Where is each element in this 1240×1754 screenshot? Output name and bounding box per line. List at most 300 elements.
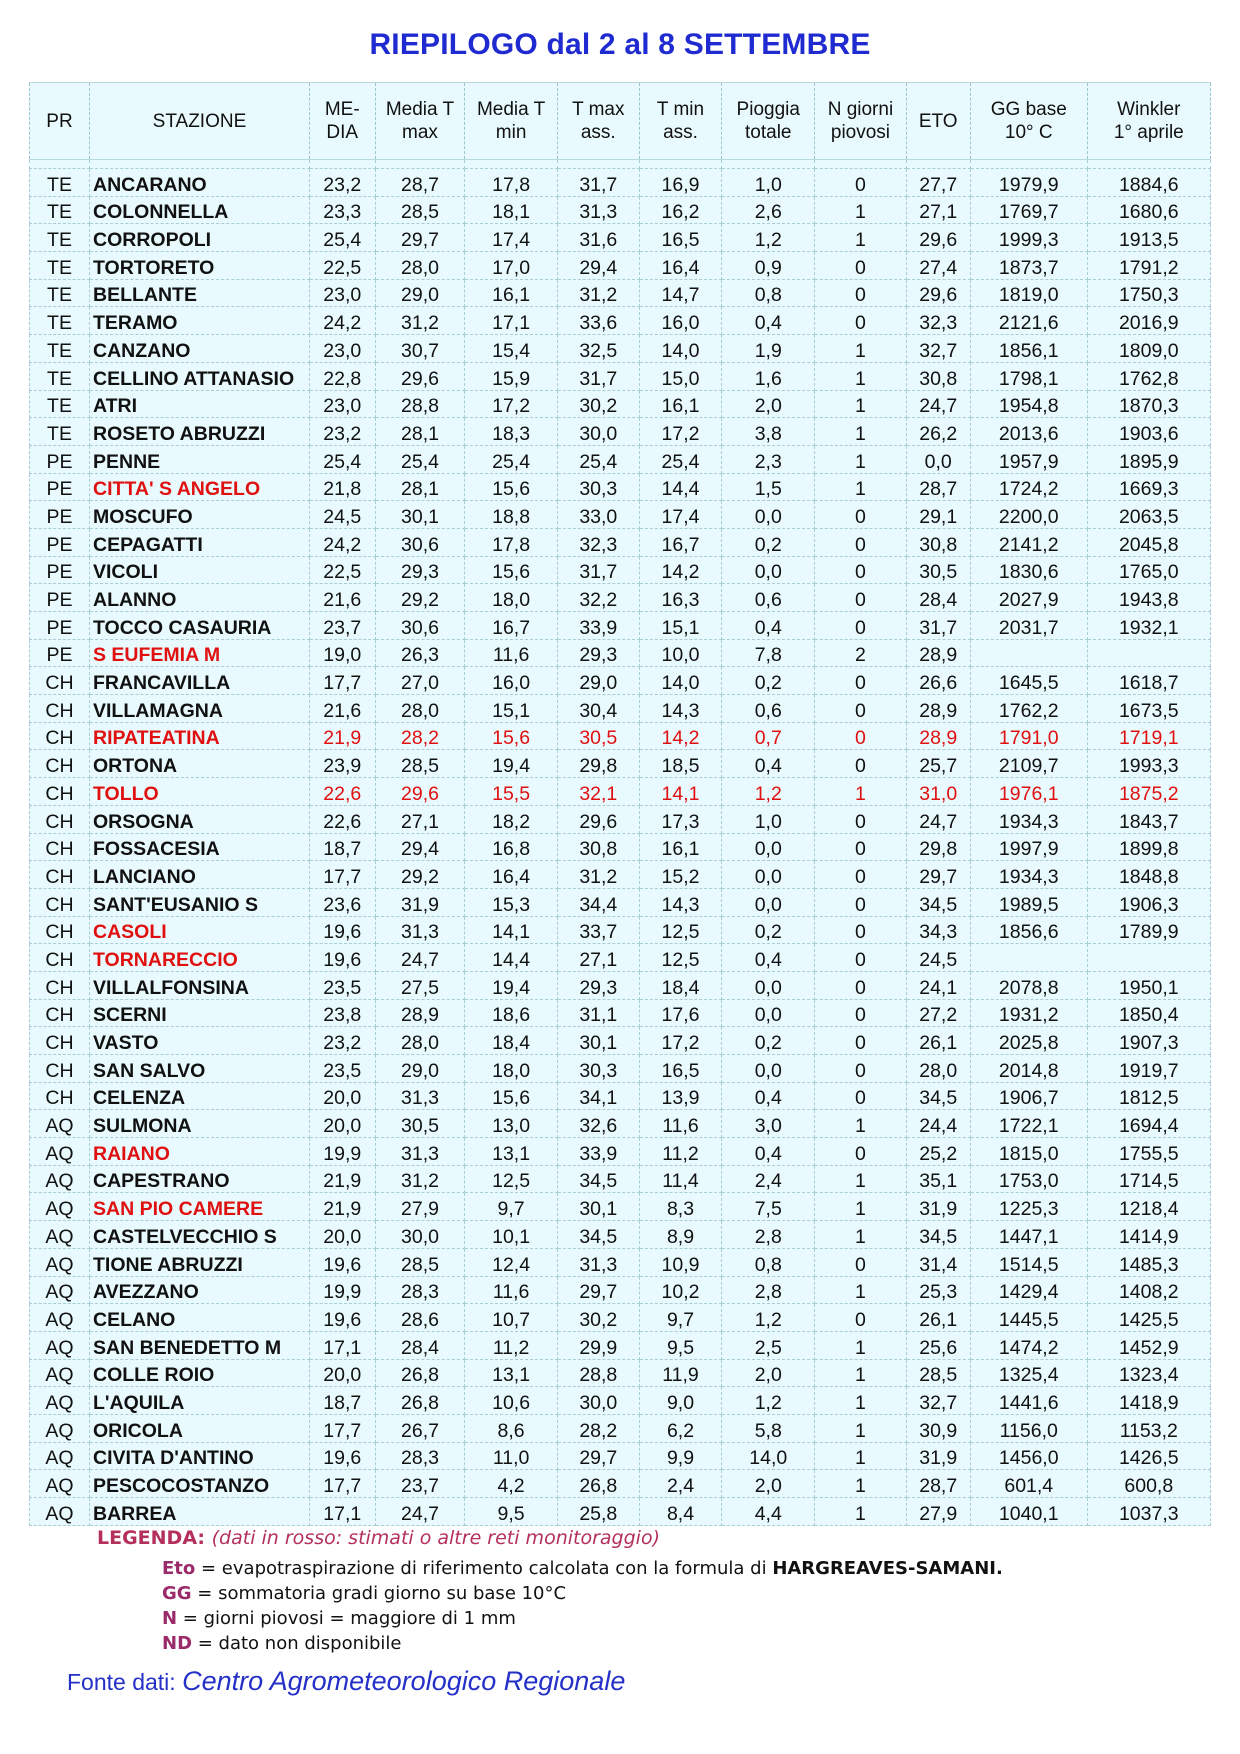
- table-row: [30, 390, 1211, 418]
- value-cell: 0,2: [722, 528, 815, 556]
- table-row: [30, 307, 1211, 335]
- value-cell: 1: [815, 1165, 906, 1193]
- value-cell: 15,5: [465, 778, 557, 806]
- legend-text: = dato non disponibile: [192, 1633, 402, 1654]
- value-cell: 19,4: [465, 750, 557, 778]
- value-cell: 15,6: [465, 722, 557, 750]
- value-cell: 1: [815, 196, 906, 224]
- value-cell: 21,9: [309, 1193, 375, 1221]
- value-cell: 1762,2: [970, 695, 1087, 723]
- station-cell: BARREA: [89, 1498, 309, 1526]
- value-cell: 1791,2: [1087, 252, 1210, 280]
- value-cell: 1: [815, 1110, 906, 1138]
- value-cell: 28,0: [375, 252, 465, 280]
- value-cell: 14,2: [639, 722, 721, 750]
- value-cell: 1680,6: [1087, 196, 1210, 224]
- value-cell: 28,7: [906, 473, 970, 501]
- column-header: ME- DIA: [309, 83, 375, 160]
- value-cell: 28,6: [375, 1304, 465, 1332]
- column-header: STAZIONE: [89, 83, 309, 160]
- value-cell: 0: [815, 584, 906, 612]
- value-cell: 30,0: [557, 1387, 639, 1415]
- value-cell: 26,8: [557, 1470, 639, 1498]
- legend-key: Eto: [162, 1558, 196, 1579]
- table-row: [30, 445, 1211, 473]
- value-cell: 0: [815, 805, 906, 833]
- value-cell: 17,8: [465, 169, 557, 197]
- weather-summary-table: [29, 82, 1211, 1526]
- value-cell: 1899,8: [1087, 833, 1210, 861]
- table-row: [30, 1470, 1211, 1498]
- value-cell: 1753,0: [970, 1165, 1087, 1193]
- value-cell: 1: [815, 1442, 906, 1470]
- value-cell: 17,1: [465, 307, 557, 335]
- value-cell: 19,9: [309, 1138, 375, 1166]
- value-cell: 34,5: [906, 1082, 970, 1110]
- station-cell: CELENZA: [89, 1082, 309, 1110]
- province-cell: TE: [30, 418, 90, 446]
- station-cell: TORTORETO: [89, 252, 309, 280]
- value-cell: 17,7: [309, 1470, 375, 1498]
- legend-item-n: [162, 1608, 516, 1629]
- value-cell: 24,5: [906, 944, 970, 972]
- spacer-cell: [906, 160, 970, 169]
- station-cell: CASOLI: [89, 916, 309, 944]
- table-row: [30, 362, 1211, 390]
- value-cell: 16,0: [465, 667, 557, 695]
- value-cell: 15,4: [465, 335, 557, 363]
- column-header: PR: [30, 83, 90, 160]
- value-cell: 16,2: [639, 196, 721, 224]
- value-cell: 0,6: [722, 695, 815, 723]
- column-header: GG base 10° C: [970, 83, 1087, 160]
- province-cell: AQ: [30, 1248, 90, 1276]
- station-cell: CORROPOLI: [89, 224, 309, 252]
- value-cell: 6,2: [639, 1414, 721, 1442]
- value-cell: 1: [815, 362, 906, 390]
- table-row: [30, 999, 1211, 1027]
- value-cell: 24,5: [309, 501, 375, 529]
- value-cell: 18,7: [309, 833, 375, 861]
- table-row: [30, 1276, 1211, 1304]
- province-cell: AQ: [30, 1331, 90, 1359]
- value-cell: 0,8: [722, 1248, 815, 1276]
- value-cell: 29,6: [906, 279, 970, 307]
- station-cell: VICOLI: [89, 556, 309, 584]
- value-cell: 12,4: [465, 1248, 557, 1276]
- province-cell: CH: [30, 833, 90, 861]
- value-cell: 17,4: [465, 224, 557, 252]
- value-cell: 29,0: [375, 1055, 465, 1083]
- value-cell: 1408,2: [1087, 1276, 1210, 1304]
- station-cell: ANCARANO: [89, 169, 309, 197]
- province-cell: CH: [30, 805, 90, 833]
- table-row: [30, 1221, 1211, 1249]
- value-cell: 2: [815, 639, 906, 667]
- value-cell: 34,5: [906, 888, 970, 916]
- value-cell: 1474,2: [970, 1331, 1087, 1359]
- value-cell: 28,3: [375, 1276, 465, 1304]
- province-cell: PE: [30, 584, 90, 612]
- column-header: T min ass.: [639, 83, 721, 160]
- value-cell: 16,0: [639, 307, 721, 335]
- value-cell: 1750,3: [1087, 279, 1210, 307]
- table-row: [30, 722, 1211, 750]
- value-cell: 1719,1: [1087, 722, 1210, 750]
- table-row: [30, 1359, 1211, 1387]
- value-cell: 14,7: [639, 279, 721, 307]
- legend-item-gg: [162, 1583, 566, 1604]
- value-cell: 7,5: [722, 1193, 815, 1221]
- value-cell: 23,5: [309, 1055, 375, 1083]
- value-cell: 1452,9: [1087, 1331, 1210, 1359]
- value-cell: 31,9: [906, 1442, 970, 1470]
- value-cell: 1856,1: [970, 335, 1087, 363]
- value-cell: 17,7: [309, 861, 375, 889]
- station-cell: RIPATEATINA: [89, 722, 309, 750]
- value-cell: 600,8: [1087, 1470, 1210, 1498]
- value-cell: 28,9: [906, 695, 970, 723]
- province-cell: TE: [30, 307, 90, 335]
- value-cell: 28,5: [906, 1359, 970, 1387]
- station-cell: SCERNI: [89, 999, 309, 1027]
- spacer-cell: [1087, 160, 1210, 169]
- value-cell: 16,7: [465, 612, 557, 640]
- value-cell: 17,7: [309, 1414, 375, 1442]
- value-cell: 24,7: [375, 1498, 465, 1526]
- value-cell: 1,0: [722, 805, 815, 833]
- value-cell: 1: [815, 473, 906, 501]
- value-cell: 11,6: [465, 639, 557, 667]
- value-cell: 1: [815, 1193, 906, 1221]
- value-cell: 29,7: [557, 1276, 639, 1304]
- station-cell: LANCIANO: [89, 861, 309, 889]
- station-cell: COLONNELLA: [89, 196, 309, 224]
- value-cell: 31,2: [557, 279, 639, 307]
- province-cell: CH: [30, 1027, 90, 1055]
- value-cell: 1514,5: [970, 1248, 1087, 1276]
- value-cell: 1: [815, 1498, 906, 1526]
- value-cell: 25,4: [309, 224, 375, 252]
- value-cell: 28,5: [375, 196, 465, 224]
- station-cell: RAIANO: [89, 1138, 309, 1166]
- value-cell: 24,2: [309, 307, 375, 335]
- station-cell: S EUFEMIA M: [89, 639, 309, 667]
- value-cell: 2031,7: [970, 612, 1087, 640]
- value-cell: 10,6: [465, 1387, 557, 1415]
- value-cell: 21,9: [309, 1165, 375, 1193]
- value-cell: 1815,0: [970, 1138, 1087, 1166]
- value-cell: 1895,9: [1087, 445, 1210, 473]
- value-cell: 31,3: [375, 1138, 465, 1166]
- province-cell: CH: [30, 750, 90, 778]
- value-cell: 27,7: [906, 169, 970, 197]
- value-cell: 2,0: [722, 1470, 815, 1498]
- table-row: [30, 1193, 1211, 1221]
- value-cell: 1414,9: [1087, 1221, 1210, 1249]
- value-cell: 0,7: [722, 722, 815, 750]
- value-cell: 11,0: [465, 1442, 557, 1470]
- value-cell: 26,8: [375, 1359, 465, 1387]
- value-cell: 0: [815, 833, 906, 861]
- value-cell: 23,0: [309, 390, 375, 418]
- value-cell: 11,4: [639, 1165, 721, 1193]
- value-cell: 0,4: [722, 944, 815, 972]
- value-cell: 31,1: [557, 999, 639, 1027]
- value-cell: 0: [815, 528, 906, 556]
- station-cell: CITTA' S ANGELO: [89, 473, 309, 501]
- station-cell: SULMONA: [89, 1110, 309, 1138]
- value-cell: 10,7: [465, 1304, 557, 1332]
- value-cell: 31,2: [557, 861, 639, 889]
- station-cell: L'AQUILA: [89, 1387, 309, 1415]
- province-cell: CH: [30, 1082, 90, 1110]
- value-cell: 32,7: [906, 335, 970, 363]
- value-cell: 31,6: [557, 224, 639, 252]
- value-cell: 32,3: [906, 307, 970, 335]
- value-cell: 30,7: [375, 335, 465, 363]
- value-cell: 1934,3: [970, 805, 1087, 833]
- table-row: [30, 805, 1211, 833]
- province-cell: PE: [30, 501, 90, 529]
- value-cell: 27,1: [375, 805, 465, 833]
- value-cell: 30,8: [906, 528, 970, 556]
- value-cell: 30,1: [375, 501, 465, 529]
- value-cell: 25,2: [906, 1138, 970, 1166]
- value-cell: 1954,8: [970, 390, 1087, 418]
- value-cell: 30,5: [906, 556, 970, 584]
- value-cell: 29,7: [557, 1442, 639, 1470]
- spacer-cell: [557, 160, 639, 169]
- value-cell: 21,9: [309, 722, 375, 750]
- legend-item-eto: [162, 1558, 1003, 1579]
- value-cell: 33,9: [557, 1138, 639, 1166]
- value-cell: 11,9: [639, 1359, 721, 1387]
- value-cell: 15,6: [465, 556, 557, 584]
- station-cell: TERAMO: [89, 307, 309, 335]
- value-cell: 16,4: [639, 252, 721, 280]
- table-row: [30, 1138, 1211, 1166]
- value-cell: 24,7: [906, 390, 970, 418]
- province-cell: AQ: [30, 1498, 90, 1526]
- value-cell: 17,3: [639, 805, 721, 833]
- value-cell: 31,3: [375, 916, 465, 944]
- value-cell: 23,6: [309, 888, 375, 916]
- value-cell: 28,5: [375, 1248, 465, 1276]
- value-cell: 34,4: [557, 888, 639, 916]
- value-cell: 22,6: [309, 778, 375, 806]
- value-cell: 22,8: [309, 362, 375, 390]
- province-cell: AQ: [30, 1359, 90, 1387]
- value-cell: 23,0: [309, 279, 375, 307]
- value-cell: 23,2: [309, 1027, 375, 1055]
- value-cell: 27,9: [906, 1498, 970, 1526]
- value-cell: 2078,8: [970, 971, 1087, 999]
- value-cell: 30,9: [906, 1414, 970, 1442]
- value-cell: 28,2: [557, 1414, 639, 1442]
- table-row: [30, 224, 1211, 252]
- value-cell: 30,4: [557, 695, 639, 723]
- value-cell: 18,1: [465, 196, 557, 224]
- value-cell: 1798,1: [970, 362, 1087, 390]
- value-cell: 17,7: [309, 667, 375, 695]
- value-cell: 32,6: [557, 1110, 639, 1138]
- value-cell: 9,5: [639, 1331, 721, 1359]
- value-cell: 1425,5: [1087, 1304, 1210, 1332]
- value-cell: 1809,0: [1087, 335, 1210, 363]
- page-title: RIEPILOGO dal 2 al 8 SETTEMBRE: [369, 28, 871, 61]
- value-cell: 2121,6: [970, 307, 1087, 335]
- value-cell: 1,2: [722, 778, 815, 806]
- spacer-cell: [815, 160, 906, 169]
- legend-text: = giorni piovosi = maggiore di 1 mm: [177, 1608, 516, 1629]
- value-cell: 1456,0: [970, 1442, 1087, 1470]
- value-cell: 19,6: [309, 916, 375, 944]
- station-cell: SAN SALVO: [89, 1055, 309, 1083]
- station-cell: PESCOCOSTANZO: [89, 1470, 309, 1498]
- value-cell: 1426,5: [1087, 1442, 1210, 1470]
- table-row: [30, 1027, 1211, 1055]
- value-cell: 28,7: [906, 1470, 970, 1498]
- province-cell: PE: [30, 556, 90, 584]
- value-cell: 1037,3: [1087, 1498, 1210, 1526]
- value-cell: 32,2: [557, 584, 639, 612]
- table-row: [30, 778, 1211, 806]
- spacer-cell: [465, 160, 557, 169]
- value-cell: 8,3: [639, 1193, 721, 1221]
- value-cell: 14,1: [639, 778, 721, 806]
- table-row: [30, 888, 1211, 916]
- value-cell: 28,3: [375, 1442, 465, 1470]
- value-cell: 0,2: [722, 916, 815, 944]
- value-cell: 30,2: [557, 1304, 639, 1332]
- value-cell: 19,6: [309, 1442, 375, 1470]
- station-cell: CELLINO ATTANASIO: [89, 362, 309, 390]
- value-cell: 26,1: [906, 1027, 970, 1055]
- table-row: [30, 169, 1211, 197]
- value-cell: 1830,6: [970, 556, 1087, 584]
- value-cell: 1: [815, 1470, 906, 1498]
- value-cell: 17,8: [465, 528, 557, 556]
- value-cell: 26,8: [375, 1387, 465, 1415]
- value-cell: 29,3: [375, 556, 465, 584]
- value-cell: 1903,6: [1087, 418, 1210, 446]
- station-cell: FRANCAVILLA: [89, 667, 309, 695]
- value-cell: 25,7: [906, 750, 970, 778]
- value-cell: 14,3: [639, 888, 721, 916]
- spacer-cell: [375, 160, 465, 169]
- value-cell: 0,9: [722, 252, 815, 280]
- station-cell: AVEZZANO: [89, 1276, 309, 1304]
- value-cell: 1791,0: [970, 722, 1087, 750]
- data-source: [67, 1666, 625, 1697]
- value-cell: 1: [815, 1359, 906, 1387]
- value-cell: 30,5: [375, 1110, 465, 1138]
- value-cell: 2200,0: [970, 501, 1087, 529]
- table-row: [30, 418, 1211, 446]
- value-cell: 33,7: [557, 916, 639, 944]
- province-cell: TE: [30, 169, 90, 197]
- station-cell: SAN BENEDETTO M: [89, 1331, 309, 1359]
- value-cell: 11,6: [465, 1276, 557, 1304]
- value-cell: 32,3: [557, 528, 639, 556]
- province-cell: PE: [30, 473, 90, 501]
- value-cell: 2016,9: [1087, 307, 1210, 335]
- table-row: [30, 501, 1211, 529]
- value-cell: 30,8: [557, 833, 639, 861]
- value-cell: 1755,5: [1087, 1138, 1210, 1166]
- value-cell: 1,2: [722, 224, 815, 252]
- value-cell: 29,2: [375, 861, 465, 889]
- value-cell: 1: [815, 390, 906, 418]
- value-cell: 30,0: [557, 418, 639, 446]
- value-cell: 29,6: [375, 362, 465, 390]
- value-cell: 1156,0: [970, 1414, 1087, 1442]
- value-cell: 29,7: [375, 224, 465, 252]
- value-cell: 5,8: [722, 1414, 815, 1442]
- value-cell: 24,1: [906, 971, 970, 999]
- value-cell: 34,1: [557, 1082, 639, 1110]
- value-cell: 28,0: [906, 1055, 970, 1083]
- station-cell: ORSOGNA: [89, 805, 309, 833]
- station-cell: SANT'EUSANIO S: [89, 888, 309, 916]
- value-cell: 1943,8: [1087, 584, 1210, 612]
- value-cell: 1418,9: [1087, 1387, 1210, 1415]
- value-cell: 18,4: [465, 1027, 557, 1055]
- column-header: N giorni piovosi: [815, 83, 906, 160]
- value-cell: 15,2: [639, 861, 721, 889]
- table-row: [30, 1304, 1211, 1332]
- spacer-cell: [639, 160, 721, 169]
- value-cell: 29,6: [906, 224, 970, 252]
- value-cell: 29,0: [557, 667, 639, 695]
- table-row: [30, 473, 1211, 501]
- value-cell: 16,4: [465, 861, 557, 889]
- value-cell: 1812,5: [1087, 1082, 1210, 1110]
- value-cell: 34,3: [906, 916, 970, 944]
- source-label: Fonte dati:: [67, 1669, 183, 1695]
- value-cell: 31,4: [906, 1248, 970, 1276]
- province-cell: CH: [30, 916, 90, 944]
- header-row: [30, 83, 1211, 160]
- value-cell: 14,4: [639, 473, 721, 501]
- value-cell: 0: [815, 279, 906, 307]
- value-cell: [1087, 944, 1210, 972]
- value-cell: 1,2: [722, 1387, 815, 1415]
- column-header: ETO: [906, 83, 970, 160]
- value-cell: 11,2: [465, 1331, 557, 1359]
- value-cell: 31,7: [906, 612, 970, 640]
- value-cell: 28,4: [375, 1331, 465, 1359]
- province-cell: TE: [30, 279, 90, 307]
- station-cell: CANZANO: [89, 335, 309, 363]
- value-cell: 18,0: [465, 1055, 557, 1083]
- province-cell: AQ: [30, 1470, 90, 1498]
- value-cell: 1618,7: [1087, 667, 1210, 695]
- value-cell: 16,3: [639, 584, 721, 612]
- value-cell: 19,4: [465, 971, 557, 999]
- value-cell: 0: [815, 501, 906, 529]
- value-cell: 16,1: [639, 833, 721, 861]
- value-cell: 13,1: [465, 1138, 557, 1166]
- value-cell: 23,7: [375, 1470, 465, 1498]
- value-cell: 21,6: [309, 695, 375, 723]
- value-cell: 2109,7: [970, 750, 1087, 778]
- value-cell: 1445,5: [970, 1304, 1087, 1332]
- station-cell: COLLE ROIO: [89, 1359, 309, 1387]
- legend-key: GG: [162, 1583, 192, 1604]
- value-cell: 1: [815, 1331, 906, 1359]
